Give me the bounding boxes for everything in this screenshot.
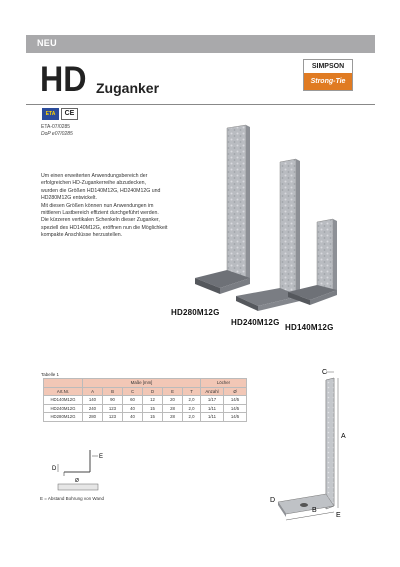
detail-label-e: E [99, 454, 104, 460]
description-line: speziell des HD140M12G, eröffnen nun die Möglichkeit [41, 224, 168, 231]
header-divider [26, 104, 375, 105]
table-cell: 40 [123, 413, 143, 422]
table-group-dims: Maße [mm] [83, 379, 201, 388]
product-label-hd280: HD280M12G [171, 308, 220, 317]
description-line: kompakte Anschlüsse herzustellen. [41, 232, 123, 239]
table-col-header: C [123, 387, 143, 396]
table-cell: 240 [83, 404, 103, 413]
table-cell: 14/5 [224, 396, 247, 405]
table-row [44, 404, 247, 413]
table-cell: 140 [83, 396, 103, 405]
eta-number: ETA-07/0285 [41, 124, 71, 130]
drawing-label-e: E [336, 512, 341, 519]
table-cell: 1/11 [201, 413, 224, 422]
description-line: mittleren Lastbereich effizient durchgeführt werden. [41, 210, 159, 217]
detail-drawing [44, 446, 114, 498]
table-row [44, 396, 247, 405]
drawing-label-c: C [322, 369, 328, 376]
table-cell: HD140M12G [44, 396, 83, 405]
description-line: Mit diesen Größen können nun Anwendungen im [41, 202, 154, 209]
product-code: HD [40, 60, 87, 99]
table-cell: 280 [83, 413, 103, 422]
new-badge: NEU [37, 38, 57, 48]
table-cell: HD280M12G [44, 413, 83, 422]
logo-line1: SIMPSON [311, 63, 345, 70]
description-line: HD280M12G entwickelt. [41, 195, 97, 202]
table-cell: 14/5 [224, 404, 247, 413]
product-label-hd140: HD140M12G [285, 323, 334, 332]
table-col-header: B [103, 387, 123, 396]
logo-line2: Strong-Tie [304, 73, 352, 90]
table-col-header: Anzahl [201, 387, 224, 396]
table-cell: 90 [103, 396, 123, 405]
certification-marks [42, 108, 78, 120]
brand-logo [303, 59, 353, 91]
detail-label-d: D [52, 466, 57, 472]
drawing-label-a: A [341, 433, 346, 440]
eta-mark-icon: ETA [42, 108, 59, 120]
table-cell: 28 [163, 413, 183, 422]
table-group-holes: Löcher [201, 379, 247, 388]
table-col-header: Art.Nr. [44, 387, 83, 396]
table-col-header: T [183, 387, 201, 396]
description-line: wurden die Größen HD140M12G, HD240M12G und [41, 187, 161, 194]
dimension-table [43, 378, 247, 422]
description-line: Die kürzeren vertikalen Schenkeln dieser Zuganker, [41, 217, 160, 224]
table-cell: 2,0 [183, 413, 201, 422]
table-cell: 15 [143, 404, 163, 413]
description-line: Um einen erweiterten Anwendungsbereich der [41, 173, 148, 179]
product-label-hd240: HD240M12G [231, 318, 280, 327]
table-cell: 1/17 [201, 396, 224, 405]
detail-label-dia: Ø [75, 478, 79, 484]
table-cell: 123 [103, 413, 123, 422]
product-description [41, 173, 191, 240]
table-cell: 1/11 [201, 404, 224, 413]
table-cell: 2,0 [183, 404, 201, 413]
drawing-label-d: D [270, 497, 276, 504]
table-col-header: A [83, 387, 103, 396]
hd280-bracket-icon [195, 125, 250, 294]
table-cell: 123 [103, 404, 123, 413]
table-col-header: Ø [224, 387, 247, 396]
table-cell: 2,0 [183, 396, 201, 405]
ce-mark-icon: CE [61, 108, 78, 120]
table-row [44, 413, 247, 422]
table-cell: 20 [163, 396, 183, 405]
table-cell: 60 [123, 396, 143, 405]
table-cell: 28 [163, 404, 183, 413]
technical-drawing [262, 366, 362, 526]
product-name: Zuganker [96, 80, 160, 96]
table-col-header: D [143, 387, 163, 396]
table-col-header: E [163, 387, 183, 396]
description-line: erfolgreichen HD-Zugankerreihe abzudecken, [41, 180, 146, 187]
table-title: Tabelle 1 [41, 372, 60, 377]
table-cell: 14/5 [224, 413, 247, 422]
table-cell: HD240M12G [44, 404, 83, 413]
header-bar [26, 35, 375, 53]
drawing-label-b: B [312, 507, 317, 514]
table-cell: 40 [123, 404, 143, 413]
dop-number: DoP e07/0285 [41, 131, 73, 137]
table-cell: 15 [143, 413, 163, 422]
detail-legend: E = Abstand Bohrung von Wand [40, 496, 105, 501]
table-cell: 12 [143, 396, 163, 405]
product-photo [170, 120, 370, 315]
table-header-cell [44, 379, 83, 388]
